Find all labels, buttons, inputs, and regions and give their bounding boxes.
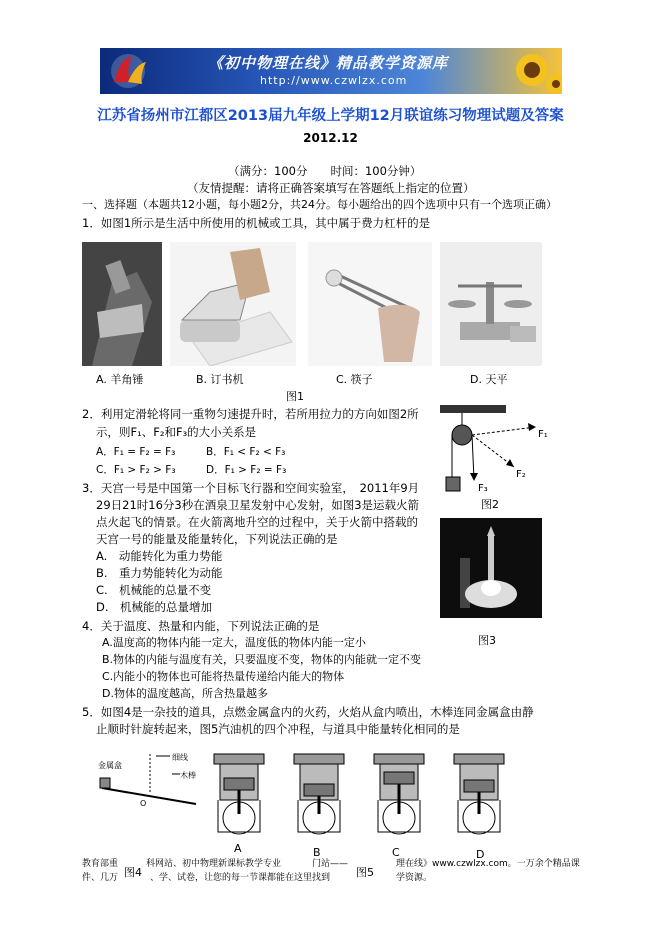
q4-option-c: C.内能小的物体也可能将热量传递给内能大的物体 [102,670,345,683]
q2-option-b: B．F₁ < F₂ < F₃ [206,446,286,458]
site-logo-icon [106,52,150,90]
q1-option-a: A. 羊角锤 [96,373,144,386]
engine-b-label: B [313,846,321,859]
banner [100,48,562,94]
metal-box-label: 金属盒 [98,761,122,770]
footer-e: 件、几万 [82,873,119,883]
f2-label: F₂ [516,469,526,480]
q3-option-a: A. 动能转化为重力势能 [96,549,223,563]
exam-meta: （满分：100分 时间：100分钟） [228,164,422,178]
q2-stem-line1: 2．利用定滑轮将同一重物匀速提升时，若所用拉力的方向如图2所 [82,407,419,421]
q1-option-c: C. 筷子 [336,373,373,386]
figure-2-caption: 图2 [481,498,499,511]
q4-option-a: A.温度高的物体内能一定大，温度低的物体内能一定小 [102,636,366,649]
chopsticks-photo [308,242,432,366]
q1-option-d: D. 天平 [470,373,508,386]
q3-stem-line1: 3．天宫一号是中国第一个目标飞行器和空间实验室， 2011年9月 [82,481,420,495]
engine-b [294,754,344,834]
footer-a: 教育部重 [82,859,119,869]
q2-stem-line2: 示，则F₁、F₂和F₃的大小关系是 [96,425,257,439]
q4-option-b: B.物体的内能与温度有关，只要温度不变，物体的内能就一定不变 [102,653,422,666]
footer-b: 科网站、初中物理新课标教学专业 [146,859,282,869]
engine-a [214,754,264,834]
q2-option-c: C．F₁ > F₂ > F₃ [96,464,176,476]
q3-stem-line4: 天宫一号的能量及能量转化，下列说法正确的是 [96,532,338,546]
engine-c-label: C [392,846,400,859]
engine-a-label: A [234,842,242,855]
q3-option-c: C. 机械能的总量不变 [96,583,212,597]
q3-option-b: B. 重力势能转化为动能 [96,566,223,580]
pivot-label: O [140,799,147,808]
q3-stem-line2: 29日21时16分3秒在酒泉卫星发射中心发射，如图3是运载火箭 [96,498,420,512]
footer-g: 学资源。 [396,873,433,883]
q2-option-a: A．F₁ = F₂ = F₃ [96,446,176,458]
stick-label: 木棒 [180,771,196,780]
q4-option-d: D.物体的温度越高，所含热量越多 [102,687,268,700]
exam-date: 2012.12 [303,131,358,145]
string-label: 细线 [172,753,188,762]
q5-stem-line2: 止顺时针旋转起来，图5汽油机的四个冲程，与道具中能量转化相同的是 [96,722,460,736]
balance-photo [440,242,542,366]
stapler-photo [170,242,296,366]
footer-c: 门站—— [312,859,349,869]
figure-3-caption: 图3 [478,634,496,647]
q3-stem-line3: 点火起飞的情景。在火箭离地升空的过程中，关于火箭中搭载的 [96,515,418,529]
engine-d-label: D [476,848,485,861]
engine-c [374,754,424,834]
pulley-diagram [440,405,550,497]
q5-stem-line1: 5．如图4是一杂技的道具，点燃金属盒内的火药，火焰从盒内喷出，木棒连同金属盒由静 [82,705,534,719]
figure-5-engines [210,744,510,844]
banner-url[interactable]: http://www.czwlzx.com [260,74,408,87]
exam-tip: （友情提醒：请将正确答案填写在答题纸上指定的位置） [187,181,475,195]
rocket-launch-photo [440,518,542,618]
banner-title: 《初中物理在线》精品教学资源库 [208,54,449,72]
footer-d: 理在线》www.czwlzx.com。一万余个精品课 [396,859,580,869]
figure-4-caption: 图4 [124,866,142,879]
figure-4-diagram [96,748,202,818]
hammer-photo [82,242,162,366]
q1-stem: 1．如图1所示是生活中所使用的机械或工具，其中属于费力杠杆的是 [82,216,431,230]
f1-label: F₁ [538,429,548,440]
section-heading: 一、选择题（本题共12小题，每小题2分，共24分。每小题给出的四个选项中只有一个选项正确） [82,198,557,211]
page-title: 江苏省扬州市江都区2013届九年级上学期12月联谊练习物理试题及答案 [97,108,564,124]
q1-option-b: B. 订书机 [196,373,244,386]
figure-5-caption: 图5 [356,866,374,879]
footer-f: 、学、试卷，让您的每一节课都能在这里找到 [150,873,331,883]
q4-stem: 4．关于温度、热量和内能，下列说法正确的是 [82,619,320,633]
q2-option-d: D．F₁ > F₂ = F₃ [206,464,287,476]
q3-option-d: D. 机械能的总量增加 [96,600,213,614]
engine-d [454,754,504,834]
f3-label: F₃ [478,483,488,494]
sunflower-icon [482,48,562,94]
figure-1-caption: 图1 [286,390,304,403]
